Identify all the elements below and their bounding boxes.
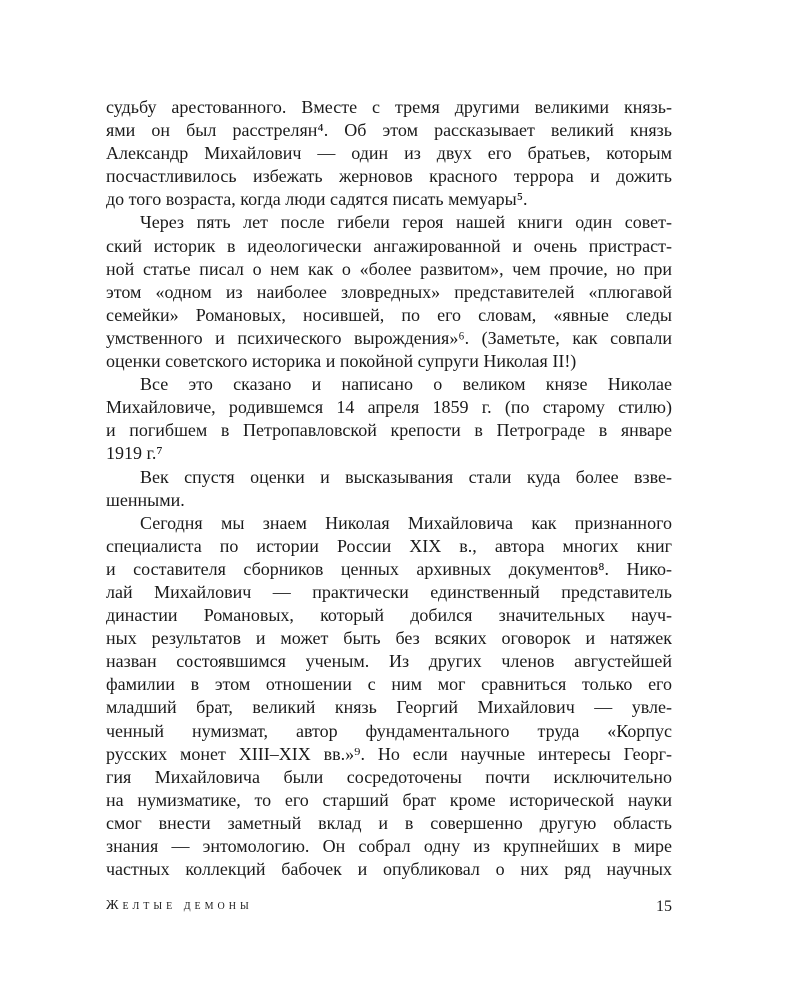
paragraph bbox=[106, 466, 672, 512]
text-line: 1919 г.⁷ bbox=[106, 443, 163, 464]
paragraph bbox=[106, 373, 672, 465]
text-line: Через пять лет после гибели героя нашей книги один совет- bbox=[140, 212, 672, 233]
paragraph bbox=[106, 211, 672, 373]
text-line: и составителя сборников ценных архивных документов⁸. Нико- bbox=[106, 558, 672, 579]
text-line: ченный нумизмат, автор фундаментального труда «Корпус bbox=[106, 720, 672, 741]
text-line: шенными. bbox=[106, 489, 185, 510]
text-line: посчастливилось избежать жерновов красного террора и дожить bbox=[106, 166, 672, 187]
paragraph bbox=[106, 96, 672, 211]
text-line: оценки советского историка и покойной супруги Николая II!) bbox=[106, 351, 577, 372]
text-line: знания — энтомологию. Он собрал одну из крупнейших в мире bbox=[106, 836, 672, 856]
text-line: династии Романовых, который добился значительных науч- bbox=[106, 605, 672, 626]
text-line: Век спустя оценки и высказывания стали куда более взве- bbox=[140, 466, 672, 487]
text-line: этом «одном из наиболее зловредных» представителей «плюгавой bbox=[106, 281, 672, 302]
text-line: Все это сказано и написано о великом князе Николае bbox=[140, 374, 672, 395]
text-line: русских монет XIII–XIX вв.»⁹. Но если научные интересы Георг- bbox=[106, 743, 672, 764]
text-line: специалиста по истории России XIX в., автора многих книг bbox=[106, 535, 672, 556]
text-line: семейки» Романовых, носившей, по его словам, «явные следы bbox=[106, 304, 672, 325]
text-line: Михайловиче, родившемся 14 апреля 1859 г. (по старому стилю) bbox=[106, 397, 672, 418]
body-text bbox=[106, 96, 672, 881]
text-line: младший брат, великий князь Георгий Михайлович — увле- bbox=[106, 697, 672, 718]
text-line: лай Михайлович — практически единственный представитель bbox=[106, 581, 672, 602]
running-title: Желтые демоны bbox=[106, 898, 253, 913]
text-line: ной статье писал о нем как о «более развитом», чем прочие, но при bbox=[106, 258, 672, 279]
text-line: фамилии в этом отношении с ним мог сравниться только его bbox=[106, 674, 672, 695]
text-line: умственного и психического вырождения»⁶. (Заметьте, как совпали bbox=[106, 327, 672, 348]
text-line: Сегодня мы знаем Николая Михайловича как признанного bbox=[140, 512, 672, 533]
text-line: судьбу арестованного. Вместе с тремя другими великими князь- bbox=[106, 97, 672, 117]
page-footer bbox=[106, 898, 672, 922]
text-line: до того возраста, когда люди садятся писать мемуары⁵. bbox=[106, 189, 528, 210]
text-line: ями он был расстрелян⁴. Об этом рассказывает великий князь bbox=[106, 120, 672, 141]
text-line: смог внести заметный вклад и в совершенно другую область bbox=[106, 812, 672, 833]
text-line: ных результатов и может быть без всяких оговорок и натяжек bbox=[106, 628, 672, 649]
paragraph bbox=[106, 512, 672, 882]
text-line: частных коллекций бабочек и опубликовал о них ряд научных bbox=[106, 859, 672, 880]
text-line: на нумизматике, то его старший брат кроме исторической науки bbox=[106, 789, 672, 810]
text-line: гия Михайловича были сосредоточены почти исключительно bbox=[106, 766, 672, 787]
text-line: назван состоявшимся ученым. Из других членов августейшей bbox=[106, 651, 672, 672]
text-line: ский историк в идеологически ангажированной и очень пристраст- bbox=[106, 235, 672, 256]
page-number: 15 bbox=[656, 898, 672, 915]
text-line: и погибшем в Петропавловской крепости в Петрограде в январе bbox=[106, 420, 672, 441]
text-line: Александр Михайлович — один из двух его братьев, которым bbox=[106, 143, 672, 164]
